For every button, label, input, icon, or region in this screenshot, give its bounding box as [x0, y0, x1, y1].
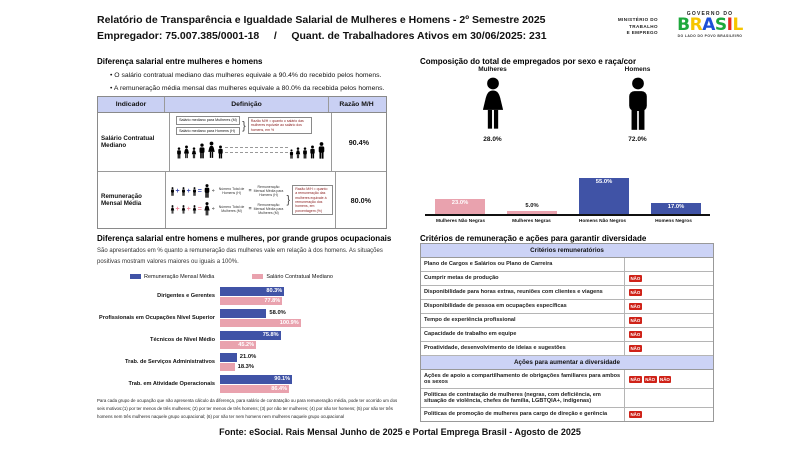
nao-stamp-icon: NÃO [630, 332, 641, 337]
report-header [97, 12, 617, 44]
ratio-value: 90.4% [348, 137, 370, 147]
occupational-title: Diferença salarial entre homens e mulheres, por grande grupos ocupacionais [97, 234, 392, 243]
median-dashes [225, 141, 288, 159]
bullet-median: • O salário contratual mediano das mulheres equivale a 90.4% do recebido pelos homens. [110, 72, 382, 79]
nao-stamp-icon: NÃO [630, 304, 641, 309]
table-row: Disponibilidade de pessoa em ocupações específicas NÃO [421, 300, 713, 314]
legend-item-pink: Salário Contratual Mediano [252, 274, 333, 280]
nao-stamp-icon: NÃO [660, 376, 670, 382]
legend-swatch-blue [130, 274, 141, 279]
brace-glyph: } [242, 119, 246, 132]
nao-stamp-icon: NÃO [630, 318, 641, 323]
bar-group: Trab. de Serviços Administrativos 21.0% 18.3% [125, 354, 257, 370]
criteria-header-diversity: Ações para aumentar a diversidade [421, 356, 713, 370]
composition-title: Composição do total de empregados por sexo e raça/cor [420, 57, 637, 66]
nao-stamp-icon: NÃO [630, 290, 641, 295]
table-row: Salário Contratual Mediano Salário mediano para Mulheres (M) Salário mediano para Homens (H) } Razão M/H = quanto o salário das mulheres equivale ao salário dos homens, em % 90.4% [98, 113, 386, 172]
legend-swatch-pink [252, 274, 263, 279]
page-title: Relatório de Transparência e Igualdade Salarial de Mulheres e Homens - 2º Semestre 2025 [97, 14, 546, 26]
women-avg-label: Remuneração Mensal Média para Mulheres (M) [253, 202, 284, 216]
female-icon [478, 77, 508, 131]
bar-blue [220, 353, 237, 362]
occupational-bar-chart [97, 287, 399, 397]
criteria-title: Critérios de remuneração e ações para garantir diversidade [420, 234, 647, 243]
salary-gap-bullets [110, 69, 410, 95]
bar-blue: 90.1% [220, 375, 292, 384]
indicator-table [97, 96, 387, 229]
bar-pink: 86.4% [220, 385, 289, 394]
govbr-logo: GOVERNO DO BRASIL DO LADO DO POVO BRASILEIRO [664, 11, 756, 38]
def-box-men: Salário mediano para Homens (H) [176, 127, 240, 136]
legend-item-blue: Remuneração Mensal Média [130, 274, 214, 280]
male-icon [623, 77, 653, 131]
employer-line: Empregador: 75.007.385/0001-18 / Quant. de Trabalhadores Ativos em 30/06/2025: 231 [97, 30, 547, 42]
women-count-label: Número Total de Mulheres (M) [218, 204, 245, 213]
table-row: Remuneração Mensal Média + + = ÷ Número Total de Homens (H) = Remuneração Mensal Média para Homens (H) + + = ÷ Número Total de Mulheres (M) = Remuneração Mensal Média para Mulheres (M) } Razão M/H = quanto a remuneração das mulheres equivale à remuneração dos homens, em porcentagem (%) 80.0% [98, 172, 386, 228]
table-row: Disponibilidade para horas extras, reuniões com clientes e viagens NÃO [421, 286, 713, 300]
bar-blue: 75.8% [220, 331, 281, 340]
table-row: Proatividade, desenvolvimento de ideias e sugestões NÃO [421, 342, 713, 356]
bar-group: Trab. em Atividade Operacionais 90.1% 86.4% [128, 376, 291, 392]
ratio-note: Razão M/H = quanto a remuneração das mulheres equivale à remuneração dos homens, em porcentagem (%) [292, 185, 332, 215]
table-row: Políticas de contratação de mulheres (negras, com deficiência, em situação de violência, chefes de família, LGBTQIA+, indígenas) [421, 389, 713, 408]
indicator-table-header: Indicador Definição Razão M/H [98, 97, 386, 113]
men-avg-label: Remuneração Mensal Média para Homens (H) [253, 184, 284, 198]
sex-pictogram [420, 66, 710, 143]
bar-pink: 100.9% [220, 319, 301, 328]
bar-group: Profissionais em Ocupações Nível Superior 58.0% 100.9% [99, 310, 299, 326]
bar-mulheres-nao-negras: 23.0% [435, 199, 485, 214]
criteria-table [420, 243, 714, 422]
def-box-women: Salário mediano para Mulheres (M) [176, 116, 240, 125]
bar-blue: 80.3% [220, 287, 284, 296]
pictogram-male: Homens 72.0% [598, 66, 678, 143]
nao-stamp-icon: NÃO [630, 346, 641, 351]
race-composition-chart [425, 160, 710, 216]
bar-blue [220, 309, 266, 318]
source-footer: Fonte: eSocial. Rais Mensal Junho de 2025 e Portal Emprega Brasil - Agosto de 2025 [219, 427, 581, 437]
race-composition-categories: Mulheres Não Negras Mulheres Negras Homens Não Negros Homens Negros [435, 219, 692, 224]
table-row: Cumprir metas de produção NÃO [421, 272, 713, 286]
brasil-wordmark-icon: BRASIL [677, 15, 743, 35]
occupational-subtitle: São apresentados em % quanto a remuneração das mulheres vale em relação à dos homens. As situações positivas mostram valores maiores ou iguais a 100%. [97, 248, 383, 265]
nao-stamp-icon: NÃO [630, 376, 641, 382]
table-row: Políticas de promoção de mulheres para cargo de direção e gerência NÃO [421, 408, 713, 421]
table-row: Plano de Cargos e Salários ou Plano de Carreira [421, 258, 713, 272]
brace-glyph: } [286, 194, 291, 206]
bar-mulheres-negras: 5.0% [507, 211, 557, 214]
bar-homens-nao-negros: 55.0% [579, 178, 629, 214]
chart-footnote: Para cada grupo de ocupação que não apresenta cálculo da diferença, para salário de contratação ou para remuneração média, pode ter ocorrido um dos seis motivos:(1) por ter menos de três mulheres; (2) por ter menos de três homens; (3) por não ter mulheres; (4) por não ter homens; (5) por não ter três homens nem três mulheres naquele grupo ocupacional; (6) por não ter nem homens nem mulheres naquele grupo ocupacional [97, 398, 398, 419]
nao-stamp-icon: NÃO [630, 276, 641, 281]
ministry-logo: MINISTÉRIO DO TRABALHO E EMPREGO [617, 17, 658, 35]
men-count-label: Número Total de Homens (H) [218, 186, 245, 195]
chart-legend [130, 274, 333, 280]
bar-homens-negros: 17.0% [651, 203, 701, 214]
table-row: Capacidade de trabalho em equipe NÃO [421, 328, 713, 342]
bar-pink [220, 363, 235, 372]
bar-pink: 77.8% [220, 297, 282, 306]
bullet-mean: • A remuneração média mensal das mulheres equivale a 80.0% da recebida pelos homens. [110, 85, 385, 92]
criteria-header-remuneration: Critérios remuneratórios [421, 244, 713, 258]
salary-gap-title: Diferença salarial entre mulheres e homens [97, 57, 263, 66]
table-row: Ações de apoio a compartilhamento de obrigações familiares para ambos os sexos NÃO NÃO NÃO [421, 370, 713, 389]
ratio-note: Razão M/H = quanto o salário das mulheres equivale ao salário dos homens, em % [248, 117, 312, 134]
nao-stamp-icon: NÃO [630, 412, 641, 418]
table-row: Tempo de experiência profissional NÃO [421, 314, 713, 328]
bar-group: Técnicos de Nível Médio 75.8% 45.2% [150, 332, 279, 348]
pictogram-female: Mulheres 28.0% [478, 66, 507, 143]
bar-group: Dirigentes e Gerentes 80.3% 77.8% [157, 288, 283, 304]
ratio-value: 80.0% [350, 195, 371, 205]
bar-pink: 45.2% [220, 341, 256, 350]
nao-stamp-icon: NÃO [645, 376, 656, 382]
